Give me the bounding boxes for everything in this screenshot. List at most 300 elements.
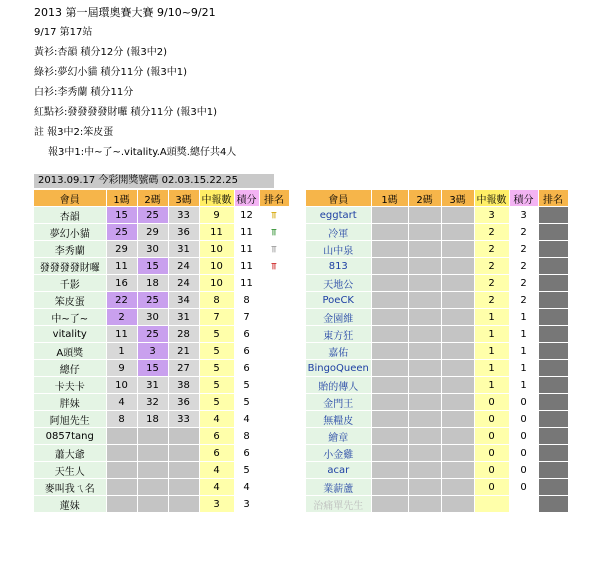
points: 3 [234, 496, 259, 513]
number-3 [168, 479, 199, 496]
member-name: 813 [306, 258, 371, 275]
number-3: 24 [168, 258, 199, 275]
points: 0 [509, 445, 538, 462]
rank-cell [259, 496, 289, 513]
number-3: 36 [168, 394, 199, 411]
hits-count: 5 [199, 360, 234, 377]
number-2 [408, 428, 441, 445]
rank-cell [538, 326, 568, 343]
points: 4 [234, 479, 259, 496]
number-1 [371, 360, 408, 377]
hits-count: 10 [199, 241, 234, 258]
table-row [34, 309, 289, 326]
rank-cell [259, 309, 289, 326]
number-3 [441, 411, 474, 428]
number-1: 15 [106, 207, 137, 224]
number-1 [371, 462, 408, 479]
table-row [34, 360, 289, 377]
number-2: 3 [137, 343, 168, 360]
number-1 [371, 445, 408, 462]
member-name: 卡夫卡 [34, 377, 106, 394]
rank-cell [259, 258, 289, 275]
rank-cell [538, 292, 568, 309]
points: 11 [234, 275, 259, 292]
rank-cell [259, 241, 289, 258]
member-name: 東方狂 [306, 326, 371, 343]
number-1 [106, 479, 137, 496]
number-2 [408, 479, 441, 496]
table-row [306, 394, 568, 411]
member-name: 笨皮蛋 [34, 292, 106, 309]
rank-cell [259, 428, 289, 445]
table-row [306, 343, 568, 360]
number-3 [441, 360, 474, 377]
number-1: 2 [106, 309, 137, 326]
points: 0 [509, 411, 538, 428]
number-3 [441, 445, 474, 462]
number-1: 16 [106, 275, 137, 292]
table-row [34, 496, 289, 513]
col-header-member: 會員 [306, 190, 371, 207]
table-row [34, 258, 289, 275]
number-1 [371, 309, 408, 326]
rank-cell [538, 428, 568, 445]
number-1 [106, 445, 137, 462]
number-1: 11 [106, 258, 137, 275]
table-row [34, 394, 289, 411]
hits-count: 1 [474, 377, 509, 394]
table-row [306, 292, 568, 309]
number-1 [371, 292, 408, 309]
member-name: 阿旭先生 [34, 411, 106, 428]
number-2 [137, 428, 168, 445]
points: 11 [234, 224, 259, 241]
number-2 [408, 394, 441, 411]
table-row [306, 411, 568, 428]
note-line-2: 報3中1:中~了~.vitality.A頭獎.總仔共4人 [48, 147, 237, 158]
number-1 [371, 496, 408, 513]
hits-count: 1 [474, 326, 509, 343]
points: 8 [234, 292, 259, 309]
table-row [34, 275, 289, 292]
number-3 [168, 428, 199, 445]
table-row [34, 411, 289, 428]
number-3 [441, 224, 474, 241]
number-1: 29 [106, 241, 137, 258]
hits-count: 0 [474, 411, 509, 428]
rank-cell [259, 394, 289, 411]
rank-cell [538, 241, 568, 258]
hits-count [474, 496, 509, 513]
col-header-points: 積分 [234, 190, 259, 207]
table-row [306, 428, 568, 445]
member-name: BingoQueen [306, 360, 371, 377]
hits-count: 11 [199, 224, 234, 241]
number-2 [408, 462, 441, 479]
number-3: 33 [168, 411, 199, 428]
number-2 [408, 258, 441, 275]
points: 1 [509, 326, 538, 343]
rank-cell [259, 292, 289, 309]
number-3 [441, 462, 474, 479]
rank-cell [259, 479, 289, 496]
number-2 [408, 309, 441, 326]
number-3: 21 [168, 343, 199, 360]
number-1 [371, 377, 408, 394]
table-row [34, 326, 289, 343]
member-name: 天地公 [306, 275, 371, 292]
rank-cell [259, 224, 289, 241]
member-name: 金門王 [306, 394, 371, 411]
rank-cell [538, 462, 568, 479]
number-1 [371, 207, 408, 224]
number-3: 34 [168, 292, 199, 309]
member-name: 總仔 [34, 360, 106, 377]
hits-count: 2 [474, 224, 509, 241]
hits-count: 0 [474, 462, 509, 479]
number-1: 1 [106, 343, 137, 360]
hits-count: 4 [199, 462, 234, 479]
points: 8 [234, 428, 259, 445]
col-header-num2: 2碼 [137, 190, 168, 207]
stage-label: 9/17 第17站 [34, 27, 93, 38]
table-row [34, 241, 289, 258]
number-1: 25 [106, 224, 137, 241]
white-jersey-icon: ⫪ [271, 244, 277, 255]
number-2 [137, 445, 168, 462]
number-2: 30 [137, 241, 168, 258]
number-2 [408, 207, 441, 224]
points: 2 [509, 275, 538, 292]
number-2: 15 [137, 258, 168, 275]
number-3: 36 [168, 224, 199, 241]
left-standings-table [34, 190, 290, 513]
member-name: 蓮妹 [34, 496, 106, 513]
number-1: 11 [106, 326, 137, 343]
table-row [34, 343, 289, 360]
member-name: eggtart [306, 207, 371, 224]
number-3 [441, 241, 474, 258]
number-2: 29 [137, 224, 168, 241]
col-header-num3: 3碼 [441, 190, 474, 207]
number-2 [408, 360, 441, 377]
right-standings-table [306, 190, 569, 513]
number-3: 27 [168, 360, 199, 377]
col-header-rank: 排名 [538, 190, 568, 207]
member-name: 0857tang [34, 428, 106, 445]
col-header-num1: 1碼 [106, 190, 137, 207]
points: 4 [234, 411, 259, 428]
table-row [34, 445, 289, 462]
gold-jersey-icon: ⫪ [271, 210, 277, 221]
table-row [34, 428, 289, 445]
member-name: PoeCK [306, 292, 371, 309]
rank-cell [538, 207, 568, 224]
number-3: 31 [168, 309, 199, 326]
member-name: 發發發發財囉 [34, 258, 106, 275]
table-row [34, 292, 289, 309]
member-name: 千影 [34, 275, 106, 292]
rank-cell [538, 394, 568, 411]
col-header-num3: 3碼 [168, 190, 199, 207]
table-row [306, 360, 568, 377]
points: 5 [234, 394, 259, 411]
number-3 [441, 496, 474, 513]
member-name: 無糧皮 [306, 411, 371, 428]
table-row [306, 479, 568, 496]
col-header-hits: 中報數 [199, 190, 234, 207]
number-3 [441, 292, 474, 309]
number-2 [408, 377, 441, 394]
member-name: 金園維 [306, 309, 371, 326]
number-1 [106, 496, 137, 513]
rank-cell [259, 275, 289, 292]
number-3 [441, 479, 474, 496]
rank-cell [538, 496, 568, 513]
white-jersey-line: 白衫:李秀蘭 積分11分 [34, 87, 134, 98]
hits-count: 6 [199, 428, 234, 445]
number-3: 24 [168, 275, 199, 292]
number-2 [408, 496, 441, 513]
number-2: 25 [137, 292, 168, 309]
number-3: 31 [168, 241, 199, 258]
rank-cell [538, 377, 568, 394]
rank-cell [538, 360, 568, 377]
number-3 [441, 258, 474, 275]
hits-count: 9 [199, 207, 234, 224]
hits-count: 2 [474, 258, 509, 275]
col-header-member: 會員 [34, 190, 106, 207]
number-3: 38 [168, 377, 199, 394]
number-3: 33 [168, 207, 199, 224]
number-1 [371, 258, 408, 275]
col-header-num1: 1碼 [371, 190, 408, 207]
hits-count: 4 [199, 411, 234, 428]
rank-cell [259, 462, 289, 479]
number-3 [441, 394, 474, 411]
number-1 [371, 241, 408, 258]
hits-count: 1 [474, 343, 509, 360]
rank-cell [538, 275, 568, 292]
number-1: 9 [106, 360, 137, 377]
number-3 [441, 428, 474, 445]
hits-count: 2 [474, 292, 509, 309]
table-row [34, 479, 289, 496]
number-2: 18 [137, 275, 168, 292]
table-row [34, 377, 289, 394]
hits-count: 3 [474, 207, 509, 224]
number-3 [441, 377, 474, 394]
number-2: 30 [137, 309, 168, 326]
number-3 [441, 309, 474, 326]
hits-count: 0 [474, 428, 509, 445]
number-2: 18 [137, 411, 168, 428]
points: 2 [509, 292, 538, 309]
hits-count: 4 [199, 479, 234, 496]
rank-cell [538, 411, 568, 428]
rank-cell [538, 258, 568, 275]
points: 3 [509, 207, 538, 224]
hits-count: 10 [199, 275, 234, 292]
member-name: 天生人 [34, 462, 106, 479]
table-row [306, 224, 568, 241]
number-2 [137, 479, 168, 496]
table-row [306, 462, 568, 479]
table-row [306, 241, 568, 258]
points: 5 [234, 377, 259, 394]
table-row [34, 224, 289, 241]
polka-jersey-line: 紅點衫:發發發發財囉 積分11分 (報3中1) [34, 107, 217, 118]
points: 12 [234, 207, 259, 224]
hits-count: 2 [474, 275, 509, 292]
member-name: 小金雞 [306, 445, 371, 462]
number-1 [371, 326, 408, 343]
points: 0 [509, 428, 538, 445]
table-row [306, 275, 568, 292]
points: 11 [234, 241, 259, 258]
rank-cell [259, 360, 289, 377]
number-3 [168, 445, 199, 462]
number-2 [408, 275, 441, 292]
points: 1 [509, 377, 538, 394]
hits-count: 0 [474, 445, 509, 462]
number-1 [106, 462, 137, 479]
member-name: vitality [34, 326, 106, 343]
points: 1 [509, 360, 538, 377]
member-name: 冷軍 [306, 224, 371, 241]
number-2 [408, 224, 441, 241]
green-jersey-line: 綠衫:夢幻小貓 積分11分 (報3中1) [34, 67, 187, 78]
table-row [34, 207, 289, 224]
number-1: 8 [106, 411, 137, 428]
points: 11 [234, 258, 259, 275]
member-name: 麥叫我ㄟ名 [34, 479, 106, 496]
number-2 [137, 462, 168, 479]
number-3: 28 [168, 326, 199, 343]
number-3 [441, 326, 474, 343]
points: 6 [234, 343, 259, 360]
number-3 [441, 275, 474, 292]
table-row [306, 496, 568, 513]
points: 6 [234, 445, 259, 462]
number-3 [441, 207, 474, 224]
rank-cell [259, 207, 289, 224]
number-1 [371, 343, 408, 360]
number-3 [441, 343, 474, 360]
table-row [306, 207, 568, 224]
number-2 [408, 445, 441, 462]
points: 2 [509, 258, 538, 275]
number-1: 22 [106, 292, 137, 309]
points [509, 496, 538, 513]
number-1 [106, 428, 137, 445]
number-2: 15 [137, 360, 168, 377]
rank-cell [259, 445, 289, 462]
member-name: 胖妹 [34, 394, 106, 411]
points: 2 [509, 224, 538, 241]
hits-count: 5 [199, 343, 234, 360]
member-name: 治痛單先生 [306, 496, 371, 513]
col-header-rank: 排名 [259, 190, 289, 207]
points: 6 [234, 360, 259, 377]
rank-cell [259, 343, 289, 360]
number-1: 10 [106, 377, 137, 394]
number-2: 31 [137, 377, 168, 394]
table-row [306, 445, 568, 462]
draw-numbers-text: 2013.09.17 今彩開獎號碼 02.03.15.22.25 [38, 175, 238, 186]
page-title: 2013 第一屆環奧賽大賽 9/10~9/21 [34, 6, 216, 19]
col-header-points: 積分 [509, 190, 538, 207]
yellow-jersey-line: 黃衫:杏韻 積分12分 (報3中2) [34, 47, 167, 58]
rank-cell [538, 445, 568, 462]
number-2 [408, 411, 441, 428]
rank-cell [538, 479, 568, 496]
rank-cell [259, 411, 289, 428]
green-jersey-icon: ⫪ [271, 227, 277, 238]
points: 1 [509, 343, 538, 360]
number-3 [168, 496, 199, 513]
number-2 [408, 343, 441, 360]
number-1 [371, 224, 408, 241]
member-name: 中~了~ [34, 309, 106, 326]
member-name: 業薪蘆 [306, 479, 371, 496]
member-name: 杏韻 [34, 207, 106, 224]
points: 0 [509, 394, 538, 411]
col-header-hits: 中報數 [474, 190, 509, 207]
member-name: acar [306, 462, 371, 479]
hits-count: 10 [199, 258, 234, 275]
col-header-num2: 2碼 [408, 190, 441, 207]
points: 7 [234, 309, 259, 326]
hits-count: 6 [199, 445, 234, 462]
number-1: 4 [106, 394, 137, 411]
draw-numbers-bar [34, 174, 274, 188]
member-name: 山中泉 [306, 241, 371, 258]
rank-cell [259, 377, 289, 394]
number-2 [137, 496, 168, 513]
table-row [306, 309, 568, 326]
hits-count: 5 [199, 377, 234, 394]
member-name: 繪章 [306, 428, 371, 445]
table-row [34, 462, 289, 479]
hits-count: 0 [474, 394, 509, 411]
note-line: 註 報3中2:笨皮蛋 [34, 127, 114, 138]
rank-cell [538, 309, 568, 326]
points: 1 [509, 309, 538, 326]
points: 0 [509, 462, 538, 479]
number-1 [371, 411, 408, 428]
number-1 [371, 479, 408, 496]
table-row [306, 326, 568, 343]
number-3 [168, 462, 199, 479]
red-jersey-icon: ⫪ [271, 261, 277, 272]
left-header-row [34, 190, 289, 207]
hits-count: 1 [474, 309, 509, 326]
rank-cell [538, 224, 568, 241]
hits-count: 5 [199, 326, 234, 343]
right-header-row [306, 190, 568, 207]
number-2: 25 [137, 326, 168, 343]
number-1 [371, 275, 408, 292]
hits-count: 7 [199, 309, 234, 326]
points: 0 [509, 479, 538, 496]
hits-count: 8 [199, 292, 234, 309]
member-name: 蕭大爺 [34, 445, 106, 462]
number-2: 32 [137, 394, 168, 411]
number-2: 25 [137, 207, 168, 224]
hits-count: 5 [199, 394, 234, 411]
hits-count: 1 [474, 360, 509, 377]
